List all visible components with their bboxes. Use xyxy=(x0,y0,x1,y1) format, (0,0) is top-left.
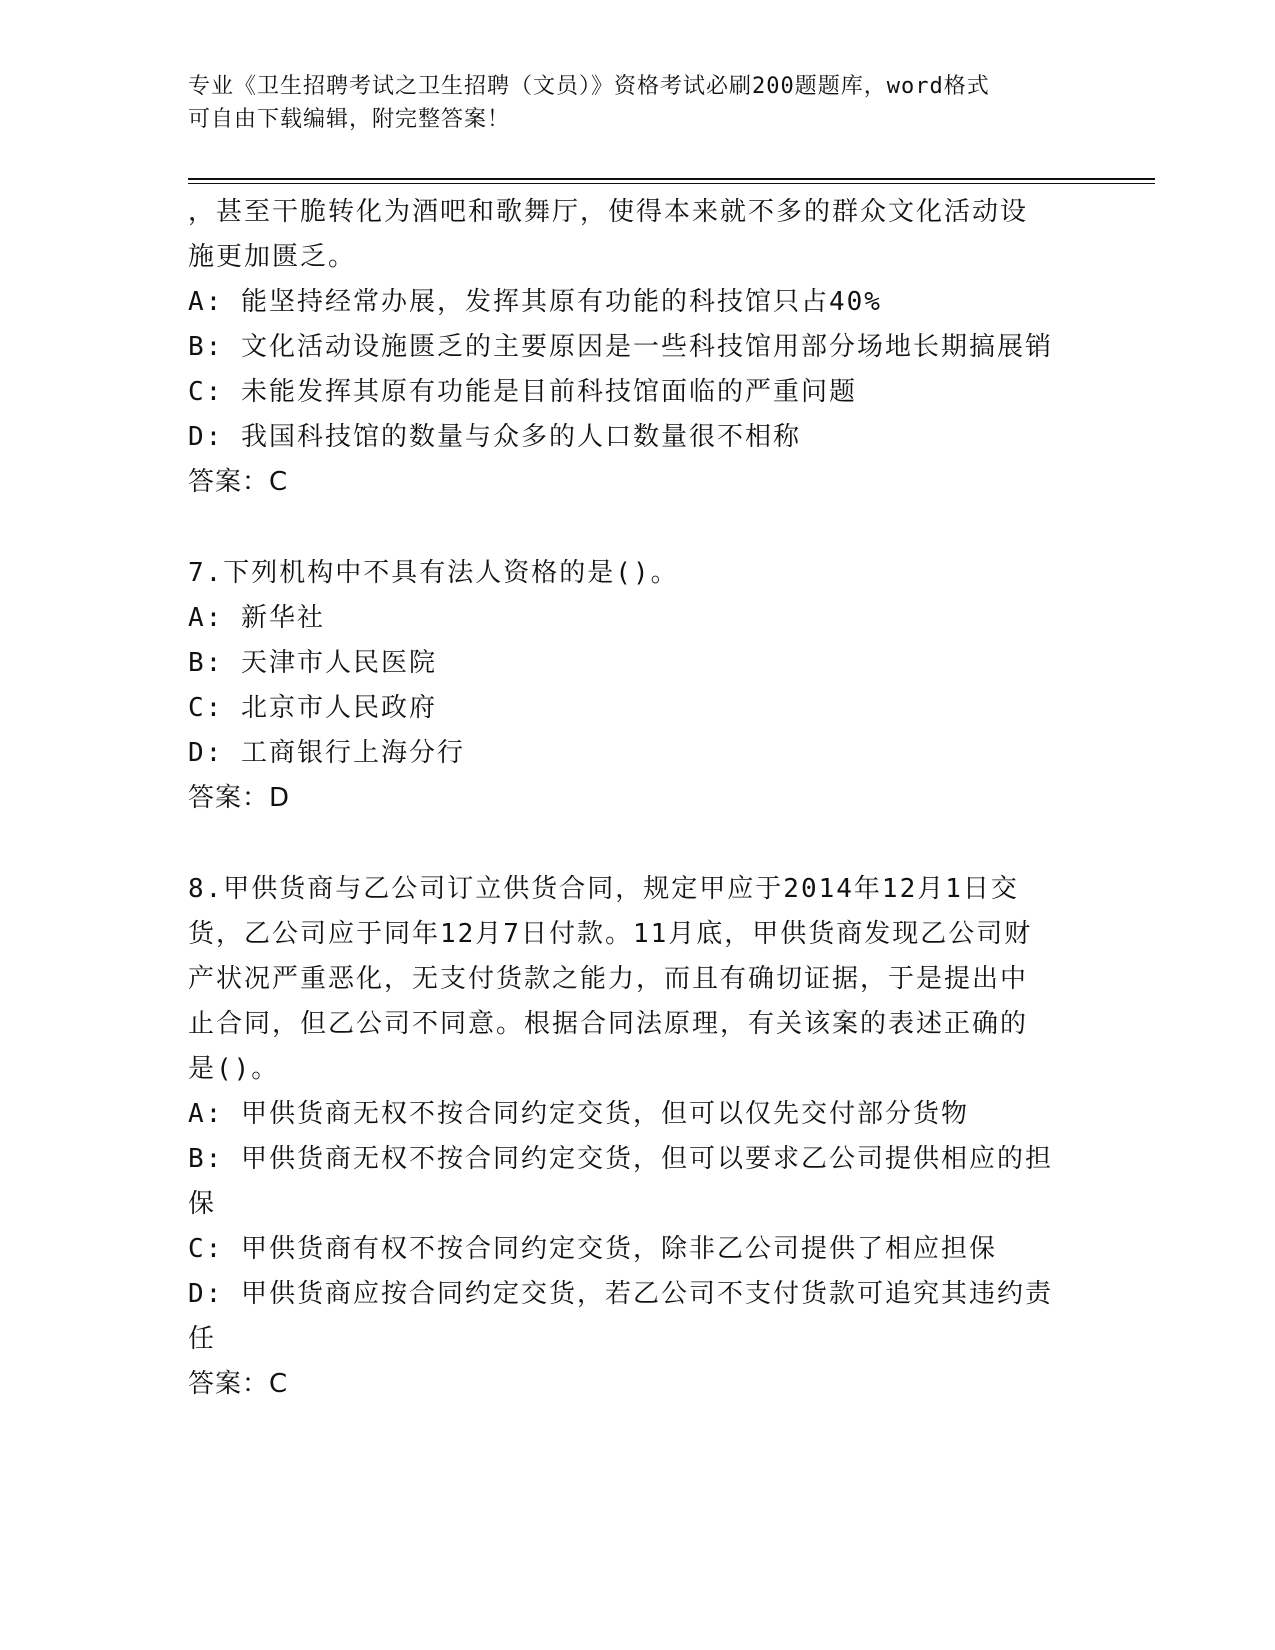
q7-answer: 答案：D xyxy=(188,783,291,813)
question-6 xyxy=(188,190,1088,505)
q8-stem-line-1: 8.甲供货商与乙公司订立供货合同，规定甲应于2014年12月1日交 xyxy=(188,874,1019,904)
q6-option-a: A: 能坚持经常办展，发挥其原有功能的科技馆只占40% xyxy=(188,287,882,317)
header-rule-thin xyxy=(188,183,1155,184)
q6-option-c: C: 未能发挥其原有功能是目前科技馆面临的严重问题 xyxy=(188,377,857,407)
q6-answer: 答案：C xyxy=(188,467,289,497)
question-7 xyxy=(188,551,1088,821)
q8-answer: 答案：C xyxy=(188,1369,289,1399)
q7-option-d: D: 工商银行上海分行 xyxy=(188,738,465,768)
q8-option-c: C: 甲供货商有权不按合同约定交货，除非乙公司提供了相应担保 xyxy=(188,1234,997,1264)
spacer xyxy=(188,821,1088,867)
q7-option-b: B: 天津市人民医院 xyxy=(188,648,437,678)
q8-option-a: A: 甲供货商无权不按合同约定交货，但可以仅先交付部分货物 xyxy=(188,1099,969,1129)
q6-option-b: B: 文化活动设施匮乏的主要原因是一些科技馆用部分场地长期搞展销 xyxy=(188,332,1053,362)
spacer xyxy=(188,505,1088,551)
q6-stem-line-1: ，甚至干脆转化为酒吧和歌舞厅，使得本来就不多的群众文化活动设 xyxy=(188,197,1029,227)
q8-stem-line-3: 产状况严重恶化，无支付货款之能力，而且有确切证据，于是提出中 xyxy=(188,964,1029,994)
q7-stem: 7.下列机构中不具有法人资格的是()。 xyxy=(188,558,679,588)
q7-option-c: C: 北京市人民政府 xyxy=(188,693,437,723)
q8-option-b-line-1: B: 甲供货商无权不按合同约定交货，但可以要求乙公司提供相应的担 xyxy=(188,1144,1053,1174)
document-header xyxy=(188,70,1088,136)
header-line-2: 可自由下载编辑，附完整答案！ xyxy=(188,107,511,132)
document-body xyxy=(188,190,1088,1407)
q8-option-d-line-1: D: 甲供货商应按合同约定交货，若乙公司不支付货款可追究其违约责 xyxy=(188,1279,1053,1309)
q8-option-d-line-2: 任 xyxy=(188,1324,217,1354)
q8-stem-line-5: 是()。 xyxy=(188,1054,280,1084)
q7-option-a: A: 新华社 xyxy=(188,603,325,633)
q6-stem-line-2: 施更加匮乏。 xyxy=(188,242,357,272)
q8-option-b-line-2: 保 xyxy=(188,1189,217,1219)
q6-option-d: D: 我国科技馆的数量与众多的人口数量很不相称 xyxy=(188,422,801,452)
q8-stem-line-4: 止合同，但乙公司不同意。根据合同法原理，有关该案的表述正确的 xyxy=(188,1009,1029,1039)
question-8 xyxy=(188,867,1088,1407)
header-rule-thick xyxy=(188,178,1155,180)
header-line-1: 专业《卫生招聘考试之卫生招聘（文员）》资格考试必刷200题题库，word格式 xyxy=(188,74,990,99)
q8-stem-line-2: 货，乙公司应于同年12月7日付款。11月底，甲供货商发现乙公司财 xyxy=(188,919,1033,949)
